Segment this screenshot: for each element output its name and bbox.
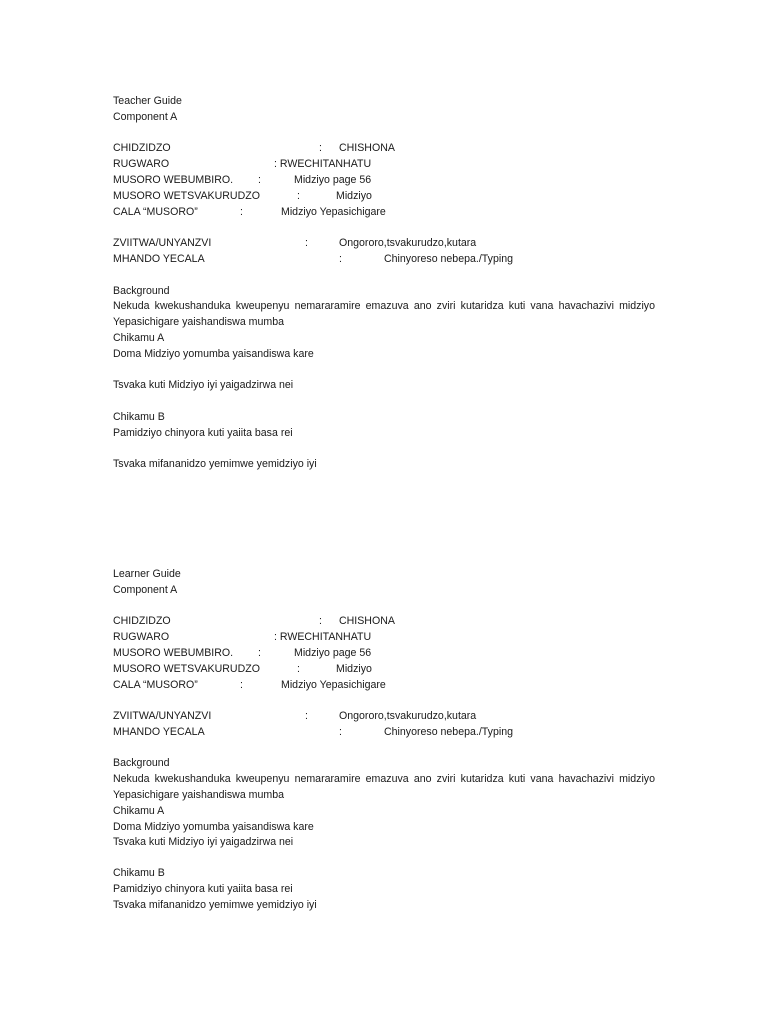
field-separator: : <box>339 253 342 265</box>
field-mhando-yecala <box>113 252 655 266</box>
field-label: RUGWARO <box>113 631 170 643</box>
chikamu-a-instruction: Doma Midziyo yomumba yaisandiswa kare <box>113 348 314 360</box>
field-musoro-webumbiro <box>113 646 655 660</box>
chikamu-a-instruction: Tsvaka kuti Midziyo iyi yaigadzirwa nei <box>113 836 294 848</box>
field-label: CHIDZIDZO <box>113 615 171 627</box>
field-cala-musoro <box>113 205 655 219</box>
chikamu-b-heading: Chikamu B <box>113 867 165 879</box>
background-heading: Background <box>113 285 170 297</box>
background-paragraph: Nekuda kwekushanduka kweupenyu nemararamire emazuva ano zviri kutaridza kuti vana havachazivi midziyo Yepasichigare yaishandiswa mumba <box>113 300 655 328</box>
field-rugwaro <box>113 630 655 644</box>
field-label: CALA “MUSORO” <box>113 206 198 218</box>
field-value: Midziyo <box>336 190 372 202</box>
chikamu-a-instruction: Tsvaka kuti Midziyo iyi yaigadzirwa nei <box>113 379 294 391</box>
field-musoro-webumbiro <box>113 173 655 187</box>
field-label: MUSORO WEBUMBIRO. <box>113 174 234 186</box>
field-value: Midziyo Yepasichigare <box>281 206 386 218</box>
field-value: Chinyoreso nebepa./Typing <box>384 253 513 265</box>
field-musoro-wetsvakurudzo <box>113 189 655 203</box>
field-value: CHISHONA <box>339 142 395 154</box>
field-rugwaro <box>113 157 655 171</box>
chikamu-a-instruction: Doma Midziyo yomumba yaisandiswa kare <box>113 821 314 833</box>
field-label: ZVIITWA/UNYANZVI <box>113 237 212 249</box>
background-heading: Background <box>113 757 170 769</box>
field-label: CHIDZIDZO <box>113 142 171 154</box>
field-separator: : RWECHITANHATU <box>274 631 372 643</box>
field-mhando-yecala <box>113 725 655 739</box>
field-separator: : RWECHITANHATU <box>274 158 372 170</box>
field-label: MHANDO YECALA <box>113 726 205 738</box>
chikamu-a-heading: Chikamu A <box>113 332 165 344</box>
field-musoro-wetsvakurudzo <box>113 662 655 676</box>
field-separator: : <box>319 142 322 154</box>
chikamu-b-instruction: Tsvaka mifananidzo yemimwe yemidziyo iyi <box>113 899 317 911</box>
field-label: ZVIITWA/UNYANZVI <box>113 710 212 722</box>
field-separator: : <box>339 726 342 738</box>
field-chidzidzo <box>113 141 655 155</box>
field-separator: : <box>258 647 261 659</box>
field-label: CALA “MUSORO” <box>113 679 198 691</box>
field-separator: : <box>297 190 300 202</box>
field-separator: : <box>305 710 308 722</box>
field-value: Ongororo,tsvakurudzo,kutara <box>339 237 477 249</box>
field-cala-musoro <box>113 678 655 692</box>
field-label: MUSORO WETSVAKURUDZO <box>113 663 260 675</box>
field-label: MUSORO WETSVAKURUDZO <box>113 190 260 202</box>
field-value: CHISHONA <box>339 615 395 627</box>
chikamu-b-instruction: Pamidziyo chinyora kuti yaiita basa rei <box>113 883 293 895</box>
field-separator: : <box>258 174 261 186</box>
component-label: Component A <box>113 111 178 123</box>
field-zviitwa <box>113 709 655 723</box>
field-label: MUSORO WEBUMBIRO. <box>113 647 234 659</box>
field-chidzidzo <box>113 614 655 628</box>
field-value: Midziyo page 56 <box>294 647 372 659</box>
field-label: MHANDO YECALA <box>113 253 205 265</box>
field-separator: : <box>240 679 243 691</box>
field-separator: : <box>297 663 300 675</box>
component-label: Component A <box>113 584 178 596</box>
chikamu-b-heading: Chikamu B <box>113 411 165 423</box>
field-separator: : <box>240 206 243 218</box>
field-separator: : <box>319 615 322 627</box>
field-separator: : <box>305 237 308 249</box>
chikamu-b-instruction: Tsvaka mifananidzo yemimwe yemidziyo iyi <box>113 458 317 470</box>
section-title: Teacher Guide <box>113 95 182 107</box>
field-zviitwa <box>113 236 655 250</box>
field-label: RUGWARO <box>113 158 170 170</box>
section-title: Learner Guide <box>113 568 181 580</box>
chikamu-b-instruction: Pamidziyo chinyora kuti yaiita basa rei <box>113 427 293 439</box>
field-value: Ongororo,tsvakurudzo,kutara <box>339 710 477 722</box>
field-value: Chinyoreso nebepa./Typing <box>384 726 513 738</box>
chikamu-a-heading: Chikamu A <box>113 805 165 817</box>
field-value: Midziyo page 56 <box>294 174 372 186</box>
field-value: Midziyo <box>336 663 372 675</box>
field-value: Midziyo Yepasichigare <box>281 679 386 691</box>
background-paragraph: Nekuda kwekushanduka kweupenyu nemararamire emazuva ano zviri kutaridza kuti vana havachazivi midziyo Yepasichigare yaishandiswa mumba <box>113 773 655 801</box>
